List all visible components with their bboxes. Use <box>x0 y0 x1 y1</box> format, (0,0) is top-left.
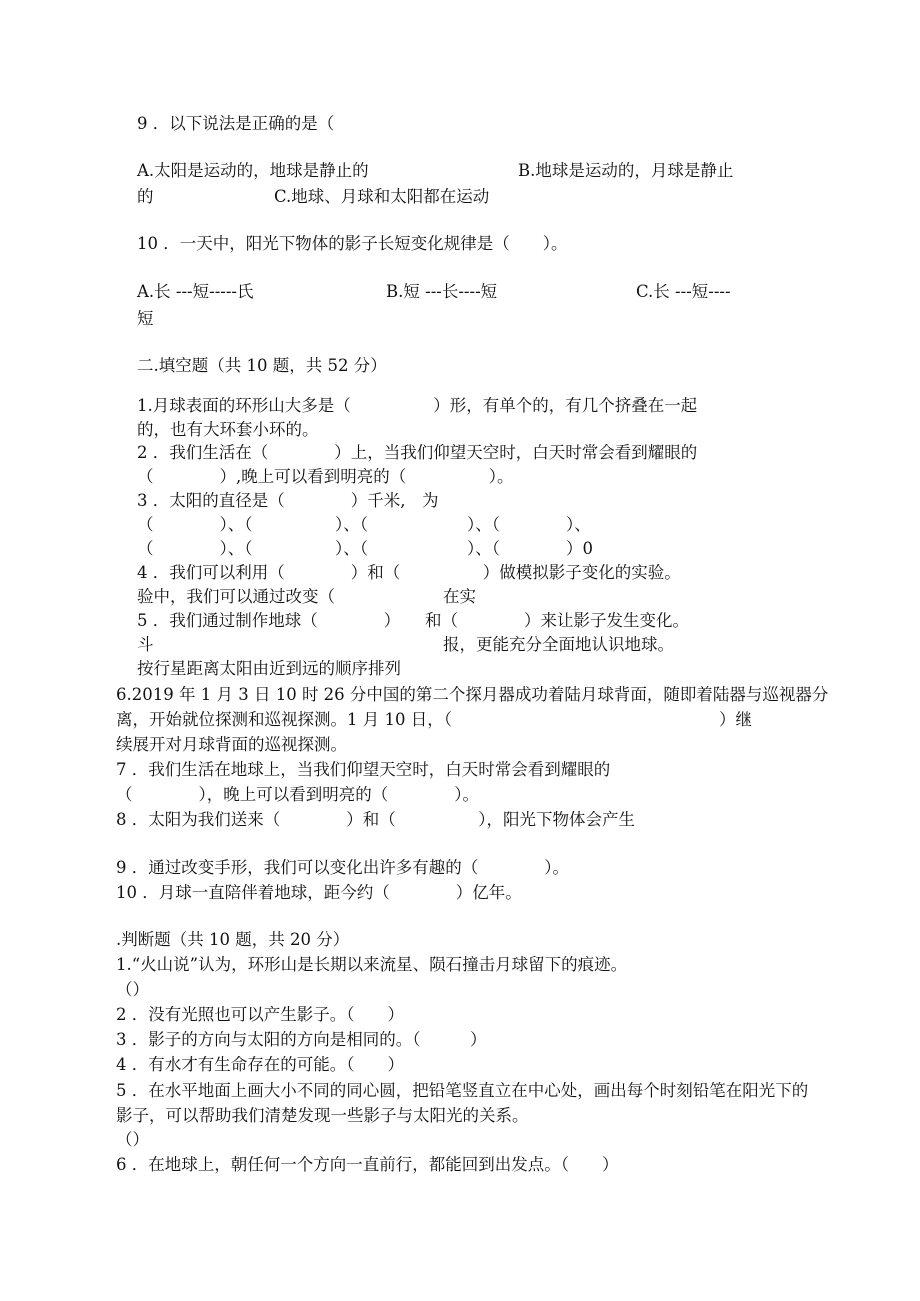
fill-q1-line2: 的，也有大环套小环的。 <box>137 420 319 439</box>
fill-q8: 8 ．太阳为我们送来（ ）和（ ），阳光下物体会产生 <box>116 810 635 829</box>
fill-q3-line1: 3 ．太阳的直径是（ ）千米, 为 <box>137 491 439 510</box>
fill-q5-line2b: 报，更能充分全面地认识地球。 <box>443 635 674 654</box>
judge-q5-paren: （） <box>116 1130 149 1149</box>
choice-q10-option-c: C.长 ---短---- <box>636 282 731 301</box>
fill-q5-line3: 按行星距离太阳由近到远的顺序排列 <box>137 659 401 678</box>
choice-question-9: 9 ．以下说法是正确的是（ <box>137 114 335 133</box>
fill-q4-line2b: 在实 <box>443 587 476 606</box>
fill-q7-line2: （ ），晚上可以看到明亮的（ ）。 <box>116 785 479 804</box>
judge-q4: 4 ．有水才有生命存在的可能。（ ） <box>116 1055 404 1074</box>
fill-q1-line1: 1.月球表面的环形山大多是（ ）形，有单个的，有几个挤叠在一起 <box>137 396 698 415</box>
judge-q1-paren: （） <box>116 980 149 999</box>
choice-q10-option-a: A.长 ---短-----氏 <box>137 282 254 301</box>
fill-q3-line3: （ ）、（ ）、（ ）、（ ）0 <box>137 539 593 558</box>
judge-q3: 3 ．影子的方向与太阳的方向是相同的。（ ） <box>116 1030 487 1049</box>
judge-section-title: .判断题（共 10 题，共 20 分） <box>116 930 350 949</box>
fill-section-title: 二.填空题（共 10 题，共 52 分） <box>137 356 387 375</box>
fill-q4-line1: 4 ．我们可以利用（ ）和（ ）做模拟影子变化的实验。 <box>137 563 681 582</box>
choice-q9-option-c: C.地球、月球和太阳都在运动 <box>274 187 490 206</box>
fill-q6-line2b: ）继 <box>719 710 752 729</box>
judge-q6: 6 ．在地球上，朝任何一个方向一直前行，都能回到出发点。（ ） <box>116 1155 619 1174</box>
choice-q9-option-b-cont: 的 <box>137 187 154 206</box>
fill-q2-line1: 2 ．我们生活在（ ）上，当我们仰望天空时，白天时常会看到耀眼的 <box>137 443 698 462</box>
fill-q3-line2: （ ）、（ ）、（ ）、（ ）、 <box>137 515 591 534</box>
fill-q4-line2a: 验中，我们可以通过改变（ <box>137 587 335 606</box>
choice-q10-option-b: B.短 ---长----短 <box>386 282 498 301</box>
fill-q5-line1: 5 ．我们通过制作地球（ ） 和（ ）来让影子发生变化。 <box>137 611 689 630</box>
choice-q10-option-c-cont: 短 <box>137 309 154 328</box>
fill-q10: 10 ．月球一直陪伴着地球，距今约（ ）亿年。 <box>116 883 522 902</box>
fill-q6-line2a: 离，开始就位探测和巡视探测。1 月 10 日，（ <box>116 710 452 729</box>
judge-q1: 1.“火山说”认为，环形山是长期以来流星、陨石撞击月球留下的痕迹。 <box>116 955 628 974</box>
fill-q7-line1: 7 ．我们生活在地球上，当我们仰望天空时，白天时常会看到耀眼的 <box>116 760 611 779</box>
fill-q6-line1: 6.2019 年 1 月 3 日 10 时 26 分中国的第二个探月器成功着陆月球背面，随即着陆器与巡视器分 <box>116 685 829 704</box>
choice-q9-option-a: A.太阳是运动的，地球是静止的 <box>137 161 369 180</box>
judge-q2: 2 ．没有光照也可以产生影子。（ ） <box>116 1005 404 1024</box>
choice-question-10: 10 ．一天中，阳光下物体的影子长短变化规律是（ ）。 <box>137 234 568 253</box>
choice-q9-option-b: B.地球是运动的，月球是静止 <box>518 161 734 180</box>
fill-q2-line2: （ ）,晚上可以看到明亮的（ ）。 <box>137 467 514 486</box>
fill-q5-line2a: 斗 <box>137 635 154 654</box>
fill-q9: 9 ．通过改变手形，我们可以变化出许多有趣的（ ）。 <box>116 858 569 877</box>
judge-q5-line1: 5 ．在水平地面上画大小不同的同心圆，把铅笔竖直立在中心处，画出每个时刻铅笔在阳光下的 <box>116 1081 809 1100</box>
fill-q6-line3: 续展开对月球背面的巡视探测。 <box>116 735 347 754</box>
judge-q5-line2: 影子，可以帮助我们清楚发现一些影子与太阳光的关系。 <box>116 1106 529 1125</box>
